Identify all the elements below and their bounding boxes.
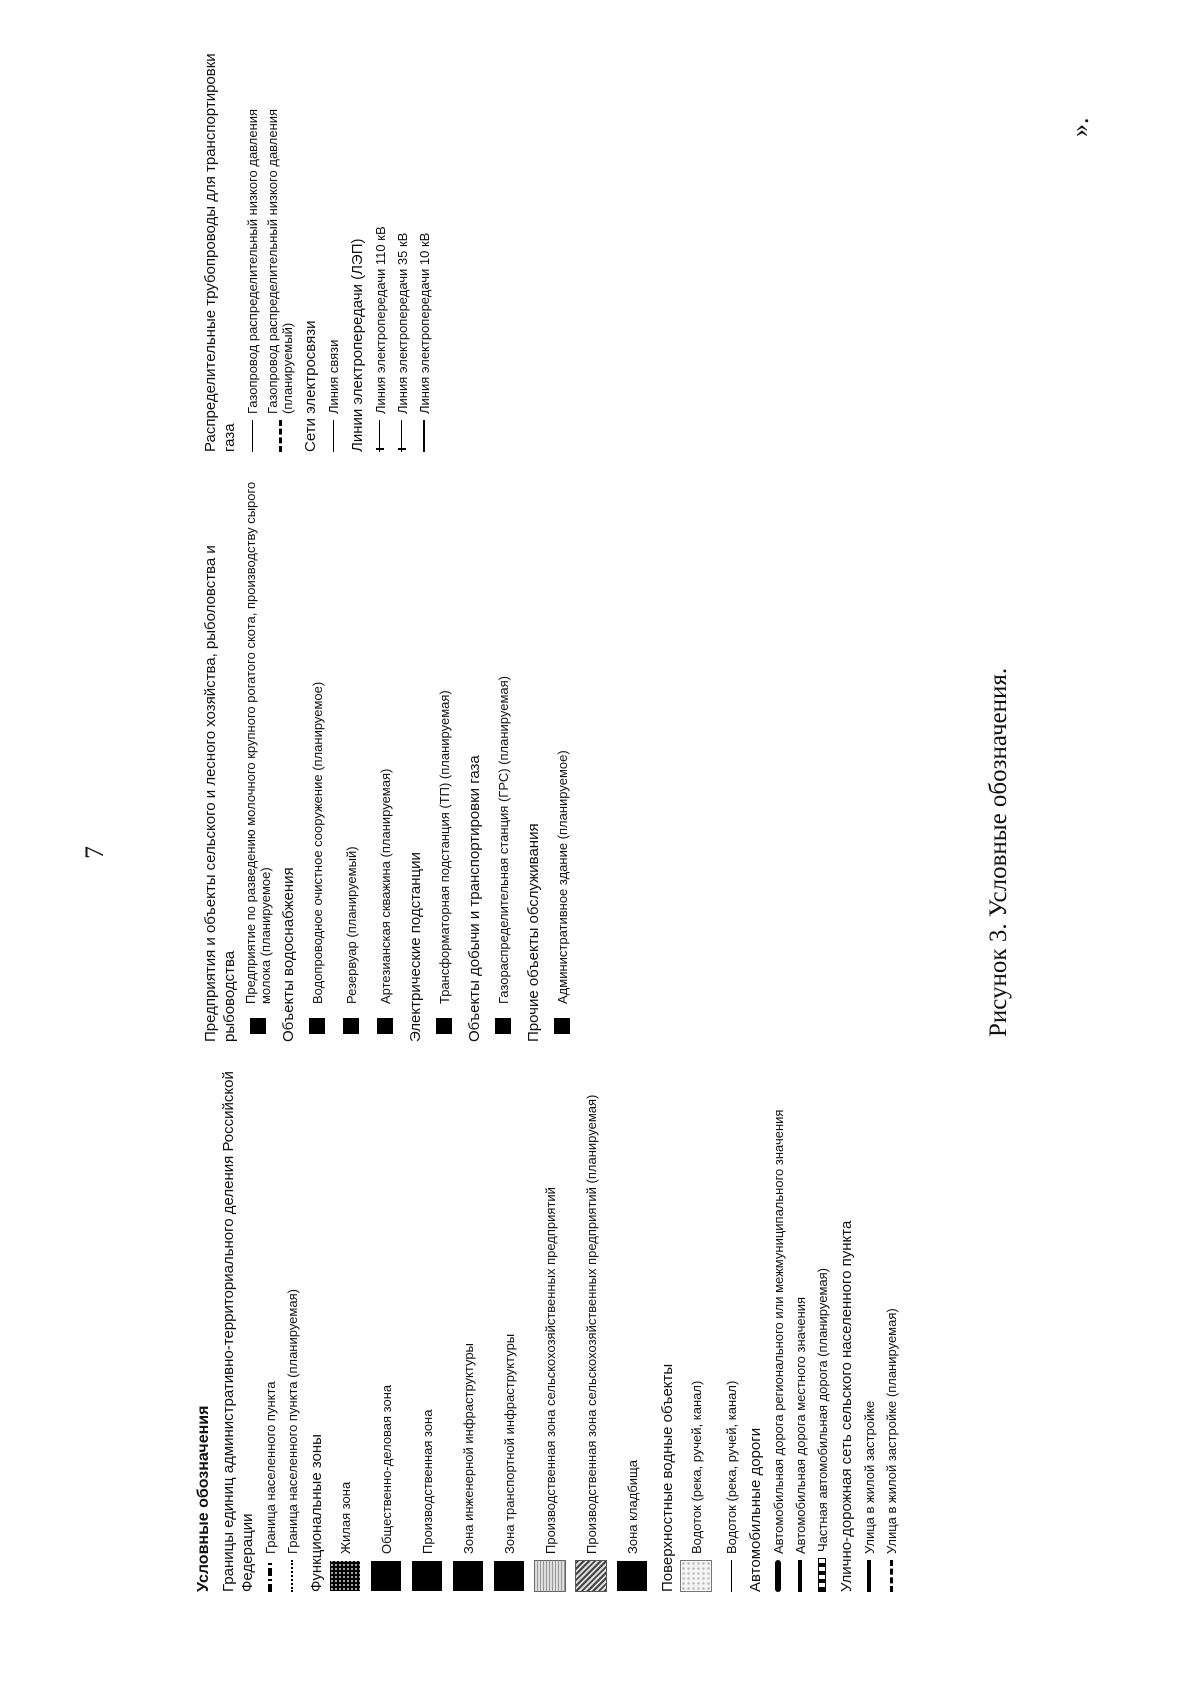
admin-building-square-icon: [547, 1010, 577, 1042]
agri-zone-swatch-icon: [535, 1560, 565, 1592]
legend-item: Общественно-деловая зона: [371, 1032, 401, 1592]
public-zone-swatch-icon: [371, 1560, 401, 1592]
closing-quote: ».: [1065, 117, 1094, 137]
telecom-line-icon: [326, 420, 340, 452]
pipes-group-title: Распределительные трубопроводы для транспортировки газа: [202, 53, 238, 452]
legend-item: Водопроводное очистное сооружение (планируемое): [302, 452, 332, 1042]
streets-group-title: Улично-дорожная сеть сельского населенного пункта: [838, 1220, 855, 1592]
telecom-group-title: Сети электросвязи: [302, 320, 319, 452]
legend-item: Улица в жилой застройке (планируемая): [882, 1032, 900, 1592]
water-supply-group-title: Объекты водоснабжения: [280, 867, 297, 1042]
gas-group-title: Объекты добычи и транспортировки газа: [466, 755, 483, 1042]
water-area-swatch-icon: [681, 1560, 711, 1592]
reservoir-square-icon: [336, 1010, 366, 1042]
legend-item: Автомобильная дорога регионального или межмуниципального значения: [769, 1032, 787, 1592]
legend-item: Жилая зона: [330, 1032, 360, 1592]
legend-item: Автомобильная дорога местного значения: [791, 1032, 809, 1592]
street-line-icon: [862, 1560, 876, 1592]
power-110kv-line-icon: [373, 420, 387, 452]
legend-item: Административное здание (планируемое): [547, 452, 577, 1042]
regional-road-line-icon: [771, 1560, 785, 1592]
agri-zone-planned-swatch-icon: [576, 1560, 606, 1592]
legend-column-3: [195, 32, 437, 452]
legend-item: Частная автомобильная дорога (планируемая): [813, 1032, 831, 1592]
gas-station-square-icon: [488, 1010, 518, 1042]
boundary-line-icon: [263, 1560, 277, 1592]
local-road-line-icon: [793, 1560, 807, 1592]
roads-group-title: Автомобильные дороги: [747, 1427, 764, 1592]
residential-zone-swatch-icon: [330, 1560, 360, 1592]
legend-item: Трансформаторная подстанция (ТП) (планируемая): [429, 452, 459, 1042]
legend-title: Условные обозначения: [195, 1405, 212, 1592]
legend-item: Газопровод распределительный низкого давления (планируемый): [265, 32, 295, 452]
private-road-line-icon: [815, 1558, 829, 1592]
boundary-planned-line-icon: [285, 1560, 299, 1592]
enterprises-group-title: Предприятия и объекты сельского и лесного хозяйства, рыболовства и рыбоводства: [202, 545, 238, 1042]
legend-item: Производственная зона сельскохозяйственных предприятий: [535, 1032, 565, 1592]
substations-group-title: Электрические подстанции: [407, 852, 424, 1042]
power-group-title: Линии электропередачи (ЛЭП): [349, 238, 366, 452]
legend-item: Линия электропередачи 10 кВ: [415, 32, 433, 452]
engineering-zone-swatch-icon: [453, 1560, 483, 1592]
legend-item: Граница населенного пункта: [261, 1032, 279, 1592]
power-35kv-line-icon: [395, 420, 409, 452]
legend-item: Водоток (река, ручей, канал): [681, 1032, 711, 1592]
legend-item: Резервуар (планируемый): [336, 452, 366, 1042]
page-number: 7: [80, 846, 109, 859]
dairy-farm-square-icon: [243, 1010, 273, 1042]
boundaries-group-title: Границы единиц административно-территориального деления Российской Федерации: [220, 1071, 256, 1592]
transformer-substation-square-icon: [429, 1010, 459, 1042]
water-group-title: Поверхностные водные объекты: [659, 1363, 676, 1592]
cemetery-zone-swatch-icon: [617, 1560, 647, 1592]
legend-item: Водоток (река, ручей, канал): [722, 1032, 740, 1592]
legend-item: Предприятие по разведению молочного крупного рогатого скота, производству сырого молока (планируемое): [243, 452, 273, 1042]
legend-item: Зона транспортной инфраструктуры: [494, 1032, 524, 1592]
legend-item: Артезианская скважина (планируемая): [370, 452, 400, 1042]
legend-item: Линия электропередачи 35 кВ: [393, 32, 411, 452]
water-line-icon: [724, 1560, 738, 1592]
legend-item: Производственная зона сельскохозяйственных предприятий (планируемая): [576, 1032, 606, 1592]
gas-pipe-planned-line-icon: [273, 420, 287, 452]
legend-item: Граница населенного пункта (планируемая): [283, 1032, 301, 1592]
legend-column-1: [195, 1032, 904, 1592]
treatment-plant-square-icon: [302, 1010, 332, 1042]
figure-caption: Рисунок 3. Условные обозначения.: [985, 667, 1012, 1037]
transport-zone-swatch-icon: [494, 1560, 524, 1592]
industrial-zone-swatch-icon: [412, 1560, 442, 1592]
power-10kv-line-icon: [417, 420, 431, 452]
legend-item: Зона инженерной инфраструктуры: [453, 1032, 483, 1592]
service-group-title: Прочие объекты обслуживания: [525, 823, 542, 1042]
legend-column-2: [195, 452, 581, 1042]
legend-item: Улица в жилой застройке: [860, 1032, 878, 1592]
legend-item: Зона кладбища: [617, 1032, 647, 1592]
legend-item: Линия связи: [324, 32, 342, 452]
street-planned-line-icon: [884, 1560, 898, 1592]
gas-pipe-line-icon: [245, 420, 259, 452]
artesian-well-square-icon: [370, 1010, 400, 1042]
legend-item: Производственная зона: [412, 1032, 442, 1592]
legend-item: Линия электропередачи 110 кВ: [371, 32, 389, 452]
legend-item: Газораспределительная станция (ГРС) (планируемая): [488, 452, 518, 1042]
legend-item: Газопровод распределительный низкого давления: [243, 32, 261, 452]
zones-group-title: Функциональные зоны: [308, 1434, 325, 1592]
